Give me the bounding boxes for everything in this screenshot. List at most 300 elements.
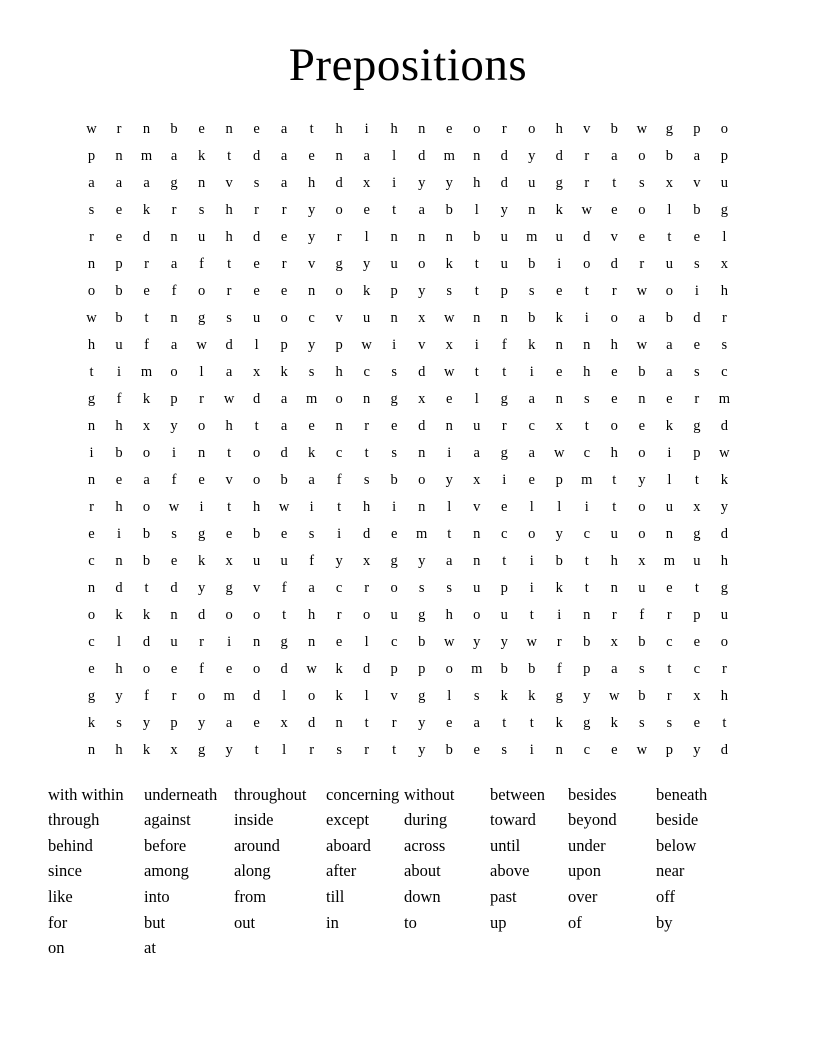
grid-letter: s (583, 390, 590, 407)
grid-letter: b (693, 201, 701, 218)
grid-letter: o (638, 444, 646, 461)
grid-letter: n (363, 390, 371, 407)
grid-letter: t (474, 363, 479, 380)
grid-letter: h (390, 120, 398, 137)
grid-letter: w (609, 687, 620, 704)
grid-letter: y (583, 687, 591, 704)
grid-letter: c (88, 552, 95, 569)
grid-letter: w (278, 498, 290, 515)
grid-letter: i (557, 255, 562, 272)
grid-letter: d (252, 228, 261, 245)
grid-letter: n (390, 228, 398, 245)
grid-letter: n (555, 390, 563, 407)
grid-letter: d (142, 633, 151, 650)
grid-letter: l (364, 228, 369, 245)
grid-letter: l (117, 633, 122, 650)
grid-letter: a (666, 363, 673, 380)
grid-letter: x (418, 309, 426, 326)
grid-letter: m (581, 471, 593, 488)
grid-letter: x (418, 390, 426, 407)
grid-letter: c (583, 525, 590, 542)
grid-letter: t (254, 741, 259, 758)
grid-letter: c (501, 525, 508, 542)
word-list-item: since (48, 861, 82, 881)
grid-letter: c (335, 579, 343, 596)
word-list-item: under (568, 835, 606, 855)
grid-letter: o (720, 120, 728, 137)
grid-letter: u (170, 633, 178, 650)
grid-letter: y (170, 417, 178, 434)
grid-letter: h (115, 741, 123, 758)
grid-letter: a (363, 147, 370, 164)
grid-letter: r (721, 309, 727, 326)
grid-letter: t (364, 444, 369, 461)
grid-letter: h (720, 552, 728, 569)
grid-letter: e (88, 660, 95, 677)
grid-letter: u (363, 309, 371, 326)
grid-letter: u (638, 579, 646, 596)
grid-letter: f (116, 390, 122, 407)
grid-letter: c (528, 417, 535, 434)
grid-letter: i (529, 552, 534, 569)
grid-letter: y (418, 741, 426, 758)
grid-letter: n (335, 714, 343, 731)
grid-letter: b (583, 633, 591, 650)
grid-letter: h (720, 687, 728, 704)
grid-letter: s (501, 741, 508, 758)
grid-letter: r (226, 282, 232, 299)
grid-letter: g (500, 390, 508, 407)
grid-letter: r (694, 390, 700, 407)
grid-letter: x (693, 687, 701, 704)
grid-letter: h (583, 363, 591, 380)
grid-letter: l (199, 363, 204, 380)
word-list-item: inside (234, 810, 274, 830)
grid-letter: h (473, 174, 481, 191)
grid-letter: a (445, 552, 453, 569)
grid-letter: d (170, 579, 178, 596)
grid-row (78, 170, 738, 197)
grid-letter: n (170, 228, 178, 245)
grid-letter: b (528, 309, 536, 326)
grid-letter: d (335, 174, 343, 191)
grid-letter: i (529, 363, 534, 380)
grid-letter: y (445, 471, 453, 488)
grid-letter: r (584, 174, 590, 191)
grid-letter: m (471, 660, 483, 677)
grid-letter: d (610, 255, 618, 272)
grid-letter: k (665, 417, 673, 434)
grid-letter: d (280, 444, 288, 461)
grid-letter: s (418, 579, 425, 596)
grid-letter: m (140, 147, 153, 164)
grid-letter: o (87, 606, 96, 623)
grid-letter: n (87, 471, 96, 488)
grid-letter: l (282, 687, 287, 704)
grid-letter: d (363, 660, 371, 677)
grid-letter: y (308, 336, 316, 353)
grid-letter: u (390, 255, 398, 272)
grid-letter: p (693, 444, 701, 461)
grid-letter: u (252, 309, 261, 326)
grid-letter: p (720, 147, 728, 164)
grid-letter: e (638, 228, 646, 245)
grid-letter: m (718, 390, 730, 407)
grid-letter: g (720, 579, 728, 596)
grid-letter: w (86, 120, 97, 137)
grid-letter: k (142, 606, 151, 623)
grid-letter: h (335, 363, 343, 380)
grid-letter: u (500, 228, 508, 245)
grid-letter: g (583, 714, 591, 731)
grid-letter: o (252, 660, 261, 677)
grid-row (78, 224, 738, 251)
grid-letter: u (500, 606, 508, 623)
grid-letter: r (281, 255, 287, 272)
grid-letter: d (252, 687, 261, 704)
grid-letter: g (720, 201, 728, 218)
grid-letter: e (225, 660, 233, 677)
grid-letter: u (473, 579, 481, 596)
grid-letter: b (665, 309, 673, 326)
grid-letter: l (529, 498, 534, 515)
word-list-column (234, 782, 326, 961)
grid-letter: m (443, 147, 455, 164)
grid-letter: t (364, 714, 369, 731)
grid-letter: w (443, 363, 455, 380)
grid-letter: t (529, 714, 534, 731)
grid-letter: k (555, 714, 563, 731)
grid-letter: r (309, 741, 315, 758)
grid-letter: r (336, 228, 342, 245)
grid-letter: n (335, 147, 343, 164)
grid-letter: a (225, 714, 233, 731)
grid-letter: r (501, 417, 507, 434)
grid-letter: t (309, 120, 314, 137)
grid-letter: o (473, 606, 481, 623)
grid-letter: f (171, 471, 177, 488)
grid-letter: e (693, 633, 701, 650)
grid-letter: u (720, 606, 728, 623)
grid-letter: r (116, 120, 122, 137)
grid-letter: b (390, 471, 398, 488)
grid-letter: b (528, 255, 536, 272)
word-list-item: with within (48, 784, 124, 804)
grid-row (78, 467, 738, 494)
word-list-item: in (326, 912, 339, 932)
grid-letter: b (115, 444, 123, 461)
grid-letter: s (391, 444, 397, 461)
grid-letter: s (694, 255, 700, 272)
grid-letter: o (142, 498, 151, 515)
page-title: Prepositions (288, 39, 528, 91)
grid-letter: e (556, 282, 563, 299)
grid-letter: y (473, 633, 481, 650)
grid-letter: p (115, 255, 123, 272)
grid-letter: b (555, 552, 563, 569)
grid-letter: o (197, 417, 206, 434)
grid-letter: y (418, 174, 426, 191)
grid-letter: p (583, 660, 591, 677)
grid-letter: d (720, 525, 728, 542)
grid-letter: w (306, 660, 317, 677)
word-list-item: along (234, 861, 271, 881)
grid-letter: o (170, 363, 178, 380)
word-list-item: down (404, 887, 441, 907)
word-list-item: by (656, 912, 673, 932)
grid-letter: h (225, 417, 233, 434)
grid-letter: s (198, 201, 205, 218)
grid-row (78, 143, 738, 170)
grid-letter: g (693, 525, 701, 542)
grid-letter: t (584, 552, 589, 569)
grid-letter: x (280, 714, 288, 731)
grid-letter: e (253, 120, 260, 137)
grid-row (78, 548, 738, 575)
grid-letter: s (253, 174, 260, 191)
grid-row (78, 629, 738, 656)
word-list-item: until (490, 835, 521, 855)
grid-letter: o (335, 201, 343, 218)
grid-letter: e (638, 417, 646, 434)
word-search-grid (78, 116, 738, 764)
grid-letter: m (140, 363, 153, 380)
grid-letter: f (556, 660, 562, 677)
grid-row (78, 359, 738, 386)
grid-letter: a (693, 147, 701, 164)
grid-letter: k (142, 201, 151, 218)
grid-letter: u (280, 552, 288, 569)
grid-letter: y (418, 714, 426, 731)
grid-letter: u (665, 498, 673, 515)
grid-letter: d (418, 417, 426, 434)
grid-letter: n (665, 525, 673, 542)
grid-letter: k (445, 255, 453, 272)
grid-letter: i (172, 444, 177, 461)
grid-letter: k (528, 336, 536, 353)
grid-letter: e (335, 633, 343, 650)
grid-letter: v (390, 687, 398, 704)
grid-row (78, 521, 738, 548)
word-list-item: past (490, 887, 517, 907)
grid-letter: c (390, 633, 398, 650)
grid-letter: k (280, 363, 288, 380)
grid-letter: n (252, 633, 261, 650)
grid-letter: w (168, 498, 180, 515)
grid-letter: n (583, 606, 591, 623)
grid-letter: w (636, 120, 648, 137)
grid-letter: c (335, 444, 343, 461)
grid-letter: l (722, 228, 727, 245)
grid-row (78, 440, 738, 467)
grid-letter: n (638, 390, 646, 407)
grid-letter: g (335, 255, 343, 272)
grid-letter: b (445, 201, 453, 218)
grid-letter: i (89, 444, 94, 461)
word-list-item: near (656, 861, 685, 881)
grid-letter: b (142, 552, 151, 569)
grid-letter: s (638, 660, 645, 677)
word-list-item: except (326, 810, 370, 830)
grid-letter: g (87, 687, 96, 704)
grid-letter: w (719, 444, 730, 461)
grid-letter: k (197, 552, 206, 569)
grid-letter: u (197, 228, 206, 245)
word-list-item: at (144, 938, 156, 958)
grid-letter: o (335, 390, 343, 407)
grid-letter: v (473, 498, 481, 515)
grid-letter: t (144, 309, 149, 326)
grid-letter: i (309, 498, 314, 515)
word-list-column (144, 782, 234, 961)
grid-letter: o (720, 633, 728, 650)
grid-letter: c (363, 363, 370, 380)
grid-letter: x (610, 633, 618, 650)
grid-letter: o (638, 147, 646, 164)
grid-letter: y (418, 282, 426, 299)
grid-letter: k (720, 471, 728, 488)
grid-letter: o (335, 282, 343, 299)
grid-letter: n (583, 336, 591, 353)
grid-letter: e (280, 525, 288, 542)
grid-letter: f (199, 660, 204, 677)
grid-letter: x (363, 552, 371, 569)
grid-letter: n (473, 525, 481, 542)
grid-letter: t (227, 255, 232, 272)
grid-letter: n (170, 606, 178, 623)
grid-letter: p (555, 471, 563, 488)
grid-letter: t (89, 363, 94, 380)
grid-letter: u (693, 552, 701, 569)
grid-letter: n (418, 498, 426, 515)
grid-letter: d (225, 336, 233, 353)
grid-letter: g (170, 174, 178, 191)
grid-letter: r (171, 201, 177, 218)
grid-letter: e (143, 282, 150, 299)
grid-letter: h (87, 336, 96, 353)
grid-letter: s (666, 714, 673, 731)
grid-letter: r (281, 201, 287, 218)
grid-letter: k (115, 606, 123, 623)
grid-letter: x (170, 741, 178, 758)
grid-letter: m (305, 390, 318, 407)
grid-letter: d (720, 741, 728, 758)
grid-letter: i (199, 498, 204, 515)
grid-letter: o (390, 579, 398, 596)
word-list-item: during (404, 810, 448, 830)
grid-letter: w (636, 741, 648, 758)
grid-letter: w (636, 282, 648, 299)
grid-letter: p (418, 660, 426, 677)
grid-letter: h (115, 498, 123, 515)
grid-letter: e (611, 390, 618, 407)
grid-letter: b (500, 660, 508, 677)
grid-letter: x (638, 552, 646, 569)
grid-letter: y (142, 714, 151, 731)
grid-letter: e (115, 228, 123, 245)
grid-letter: u (500, 255, 508, 272)
grid-letter: s (116, 714, 122, 731)
grid-letter: h (363, 498, 371, 515)
word-list-item: throughout (234, 784, 307, 804)
grid-letter: u (665, 255, 673, 272)
word-list-item: besides (568, 784, 617, 804)
grid-letter: e (501, 498, 508, 515)
word-list-item: after (326, 861, 357, 881)
grid-letter: y (528, 147, 536, 164)
grid-letter: o (252, 471, 261, 488)
grid-letter: c (88, 633, 95, 650)
grid-letter: b (610, 120, 618, 137)
grid-letter: y (693, 741, 701, 758)
word-list-item: up (490, 912, 507, 932)
grid-letter: b (142, 525, 151, 542)
grid-letter: t (474, 255, 479, 272)
grid-letter: s (226, 309, 232, 326)
grid-letter: i (557, 606, 562, 623)
grid-letter: t (584, 417, 589, 434)
grid-letter: y (500, 201, 508, 218)
grid-letter: h (610, 444, 618, 461)
word-list-item: among (144, 861, 189, 881)
grid-letter: h (445, 606, 453, 623)
grid-letter: t (694, 579, 699, 596)
grid-letter: n (197, 444, 206, 461)
grid-letter: k (87, 714, 96, 731)
grid-letter: t (227, 444, 232, 461)
grid-letter: d (142, 228, 151, 245)
grid-row (78, 278, 738, 305)
grid-letter: d (197, 606, 206, 623)
grid-letter: e (308, 417, 315, 434)
word-list-item: against (144, 810, 191, 830)
grid-letter: t (502, 552, 507, 569)
word-list-column (326, 782, 404, 961)
grid-letter: r (584, 147, 590, 164)
grid-letter: p (500, 282, 508, 299)
grid-letter: k (363, 282, 371, 299)
grid-letter: x (720, 255, 728, 272)
grid-row (78, 602, 738, 629)
grid-letter: v (583, 120, 591, 137)
grid-row (78, 710, 738, 737)
grid-letter: w (443, 633, 455, 650)
grid-letter: g (390, 552, 398, 569)
word-list-item: through (48, 810, 100, 830)
grid-letter: v (225, 471, 233, 488)
grid-letter: f (144, 336, 149, 353)
grid-letter: g (500, 444, 508, 461)
grid-letter: r (199, 390, 204, 407)
word-list-item: across (404, 835, 446, 855)
grid-letter: n (87, 417, 96, 434)
word-list-item: into (144, 887, 170, 907)
grid-letter: y (335, 552, 343, 569)
grid-letter: a (225, 363, 233, 380)
grid-letter: c (583, 444, 590, 461)
grid-letter: x (555, 417, 563, 434)
word-list-item: behind (48, 835, 93, 855)
grid-letter: t (474, 282, 479, 299)
grid-letter: a (638, 309, 646, 326)
word-list-item: without (404, 784, 455, 804)
grid-letter: e (170, 660, 178, 677)
grid-letter: r (391, 714, 397, 731)
grid-letter: y (197, 714, 206, 731)
grid-letter: d (280, 660, 288, 677)
grid-letter: k (555, 201, 563, 218)
grid-letter: b (115, 282, 123, 299)
